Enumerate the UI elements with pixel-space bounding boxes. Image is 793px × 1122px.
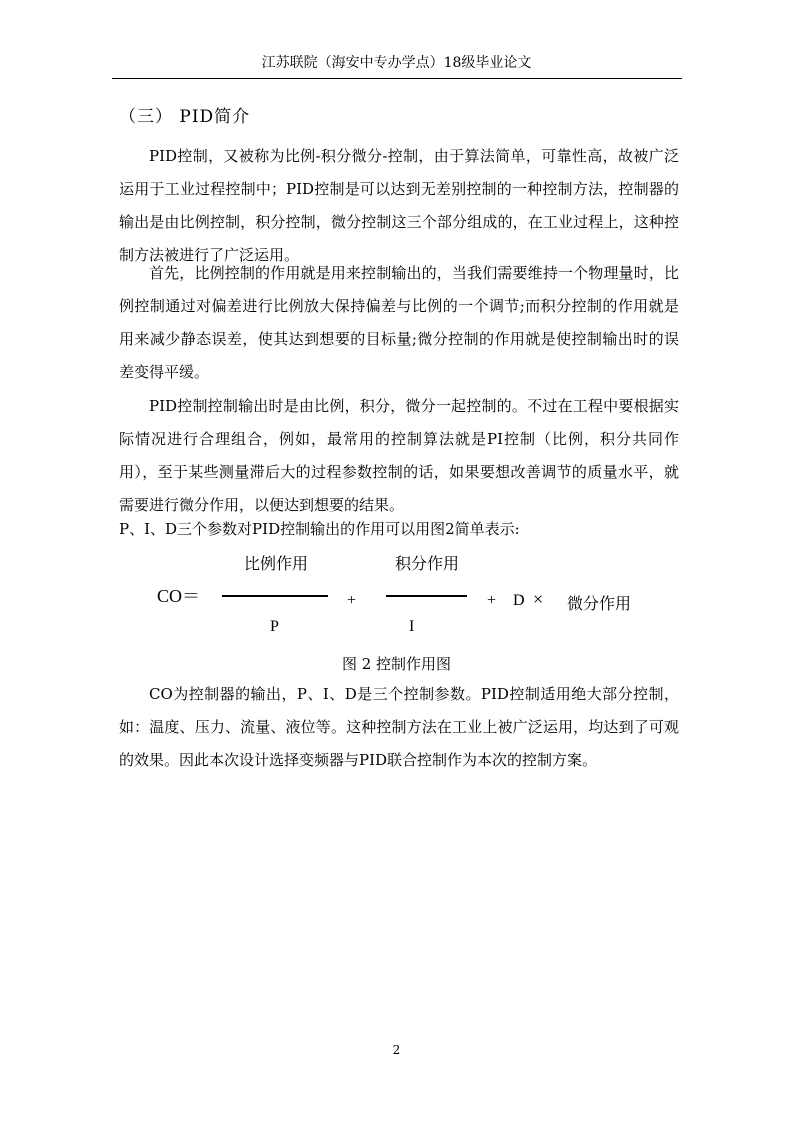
page-number: 2: [392, 1043, 401, 1057]
section-title: （三） PID简介: [119, 107, 251, 127]
page-header: 江苏联院（海安中专办学点）18级毕业论文: [261, 55, 532, 71]
formula-lhs: CO＝: [157, 586, 201, 606]
formula-term3: 微分作用: [567, 594, 632, 613]
formula-times: ×: [533, 589, 544, 609]
formula-term2-denominator: I: [409, 618, 415, 635]
formula-term1-numerator: 比例作用: [244, 554, 309, 573]
formula-plus-2: +: [487, 592, 497, 609]
formula-term2-numerator: 积分作用: [395, 554, 460, 573]
paragraph-pid-intro: PID控制，又被称为比例-积分微分-控制，由于算法简单，可靠性高，故被广泛运用于工业过程控制中；PID控制是可以达到无差别控制的一种控制方法，控制器的输出是由比例控制，积分控制，微分控制这三个部分组成的，在工业过程上，这种控制方法被进行了广泛运用。: [119, 147, 679, 264]
paragraph-proportional: 首先，比例控制的作用就是用来控制输出的，当我们需要维持一个物理量时，比例控制通过对偏差进行比例放大保持偏差与比例的一个调节;而积分控制的作用就是用来减少静态误差，使其达到想要的目标量;微分控制的作用就是使控制输出时的误差变得平缓。: [119, 264, 679, 381]
formula-term1-denominator: P: [270, 618, 279, 635]
pid-formula: [0, 540, 793, 650]
header-rule: [112, 78, 682, 79]
formula-plus-1: +: [347, 592, 357, 609]
paragraph-combination: PID控制控制输出时是由比例，积分，微分一起控制的。不过在工程中要根据实际情况进行合理组合，例如，最常用的控制算法就是PI控制（比例，积分共同作用），至于某些测量滞后大的过程参数控制的话，如果要想改善调节的质量水平，就需要进行微分作用，以便达到想要的结果。: [119, 397, 679, 514]
figure-caption: 图 2 控制作用图: [341, 655, 452, 673]
formula-fraction-bar-1: [222, 595, 328, 597]
formula-d-symbol: D: [513, 592, 525, 609]
paragraph-figure-intro: P、I、D三个参数对PID控制输出的作用可以用图2简单表示:: [119, 520, 520, 538]
paragraph-conclusion: CO为控制器的输出，P、I、D是三个控制参数。PID控制适用绝大部分控制，如：温度、压力、流量、液位等。这种控制方法在工业上被广泛运用，均达到了可观的效果。因此本次设计选择变频器与PID联合控制作为本次的控制方案。: [119, 685, 679, 769]
formula-fraction-bar-2: [386, 595, 467, 597]
